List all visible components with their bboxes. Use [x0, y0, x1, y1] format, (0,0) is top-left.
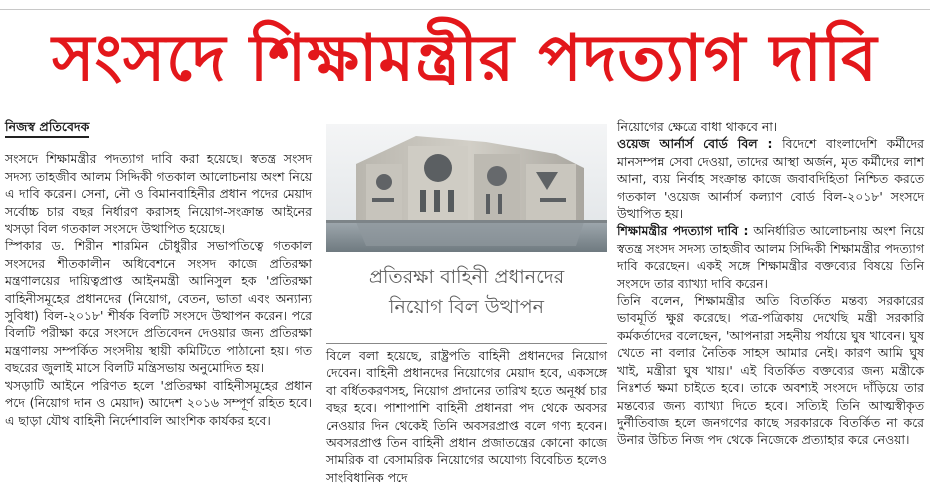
- article-column-middle: [326, 347, 607, 486]
- top-rule: [0, 0, 930, 10]
- paragraph: স্পিকার ড. শিরীন শারমিন চৌধুরীর সভাপতিত্বে গতকাল সংসদের শীতকালীন অধিবেশনে সংসদ কাজে প্রতিরক্ষা মন্ত্রণালয়ের দায়িত্বপ্রাপ্ত আইনমন্ত্রী আনিসুল হক 'প্রতিরক্ষা বাহিনীসমূহের প্রধানদের (নিয়োগ, বেতন, ভাতা এবং অন্যান্য সুবিধা) বিল-২০১৮' শীর্ষক বিলটি সংসদে উত্থাপন করেন। পরে বিলটি পরীক্ষা করে সংসদে প্রতিবেদন দেওয়ার জন্য প্রতিরক্ষা মন্ত্রণালয় সম্পর্কিত সংসদীয় স্থায়ী কমিটিতে পাঠানো হয়। গত বছরের জুলাই মাসে বিলটি মন্ত্রিসভায় অনুমোদিত হয়।: [5, 238, 312, 376]
- sub-headline-line: নিয়োগ বিল উত্থাপন: [389, 296, 544, 318]
- article-column-right: [617, 118, 924, 449]
- parliament-building-image: [326, 124, 607, 252]
- paragraph: [617, 222, 924, 292]
- sub-headline-rule: [326, 343, 607, 344]
- paragraph: বিলে বলা হয়েছে, রাষ্ট্রপতি বাহিনী প্রধানদের নিয়োগ দেবেন। বাহিনী প্রধানদের নিয়োগের মেয়াদ হবে, একসঙ্গে বা বর্ধিতকরণসহ, নিয়োগ প্রদানের তারিখ হতে অনূর্ধ্ব চার বছর হবে। পাশাপাশি বাহিনী প্রধানরা পদ থেকে অবসর নেওয়ার দিন থেকেই তিনি অবসরপ্রাপ্ত বলে গণ্য হবেন। অবসরপ্রাপ্ত তিন বাহিনী প্রধান প্রজাতন্ত্রের কোনো কাজে সামরিক বা বেসামরিক নিয়োগের অযোগ্য বিবেচিত হলেও সাংবিধানিক পদে: [326, 348, 607, 485]
- paragraph: [617, 135, 924, 222]
- paragraph: খসড়াটি আইনে পরিণত হলে 'প্রতিরক্ষা বাহিনীসমূহের প্রধান পদে (নিয়োগ দান ও মেয়াদ) আদেশ ২০১৬ সম্পূর্ণ রহিত হবে। এ ছাড়া যৌথ বাহিনী নির্দেশাবলি আংশিক কার্যকর হবে।: [5, 377, 312, 428]
- paragraph-text: বিদেশে বাংলাদেশি কর্মীদের মানসম্পন্ন সেবা দেওয়া, তাদের আস্থা অর্জন, মৃত কর্মীদের লাশ আনা, ব্যয় নির্বাহ সংক্রান্ত কাজে জবাবদিহিতা নিশ্চিত করতে গতকাল 'ওয়েজ আর্নার্স কল্যাণ বোর্ড বিল-২০১৮' সংসদে উত্থাপিত হয়।: [617, 136, 924, 222]
- sub-headline-line: প্রতিরক্ষা বাহিনী প্রধানদের: [368, 266, 565, 288]
- paragraph: তিনি বলেন, শিক্ষামন্ত্রীর অতি বিতর্কিত মন্তব্য সরকারের ভাবমূর্তি ক্ষুণ্ণ করেছে। পত্র-পত্রিকায় দেখেছি মন্ত্রী সরকারি কর্মকর্তাদের বলেছেন, 'আপনারা সহনীয় পর্যায়ে ঘুষ খাবেন। ঘুষ খেতে না বলার নৈতিক সাহস আমার নেই। কারণ আমি ঘুষ খাই, মন্ত্রীরা ঘুষ খায়।' এই বিতর্কিত বক্তব্যের জন্য মন্ত্রীকে নিঃশর্ত ক্ষমা চাইতে হবে। তাকে অবশ্যই সংসদে দাঁড়িয়ে তার মন্তব্যের জন্য ব্যাখ্যা দিতে হবে। সত্যিই তিনি আত্মস্বীকৃত দুর্নীতিবাজ হলে জনগণের কাছে সরকারকে বিতর্কিত না করে উনার উচিত নিজ পদ থেকে নিজেকে প্রত্যাহার করে নেওয়া।: [617, 293, 924, 448]
- section-lead: শিক্ষামন্ত্রীর পদত্যাগ দাবি :: [617, 223, 749, 239]
- parliament-photo: [326, 124, 607, 252]
- paragraph: নিয়োগের ক্ষেত্রে বাধা থাকবে না।: [617, 119, 778, 134]
- article-column-left: [5, 118, 312, 429]
- paragraph: সংসদে শিক্ষামন্ত্রীর পদত্যাগ দাবি করা হয়েছে। স্বতন্ত্র সংসদ সদস্য তাহজীব আলম সিদ্দিকী গতকাল আলোচনায় অংশ নিয়ে এ দাবি করেন। সেনা, নৌ ও বিমানবাহিনীর প্রধান পদের মেয়াদ সর্বোচ্চ চার বছর নির্ধারণ করাসহ নিয়োগ-সংক্রান্ত আইনের খসড়া বিল গতকাল সংসদে উত্থাপিত হয়েছে।: [5, 151, 312, 237]
- paragraph-text: অনির্ধারিত আলোচনায় অংশ নিয়ে স্বতন্ত্র সংসদ সদস্য তাহজীব আলম সিদ্দিকী শিক্ষামন্ত্রীর পদত্যাগ দাবি করেছেন। একই সঙ্গে শিক্ষামন্ত্রীর বক্তব্যের বিষয়ে তিনি সংসদে তার ব্যাখ্যা দাবি করেন।: [617, 223, 924, 291]
- section-lead: ওয়েজ আর্নার্স বোর্ড বিল :: [617, 136, 773, 152]
- headline: সংসদে শিক্ষামন্ত্রীর পদত্যাগ দাবি: [52, 22, 878, 96]
- byline: নিজস্ব প্রতিবেদক: [5, 118, 89, 138]
- sub-headline: [326, 262, 607, 334]
